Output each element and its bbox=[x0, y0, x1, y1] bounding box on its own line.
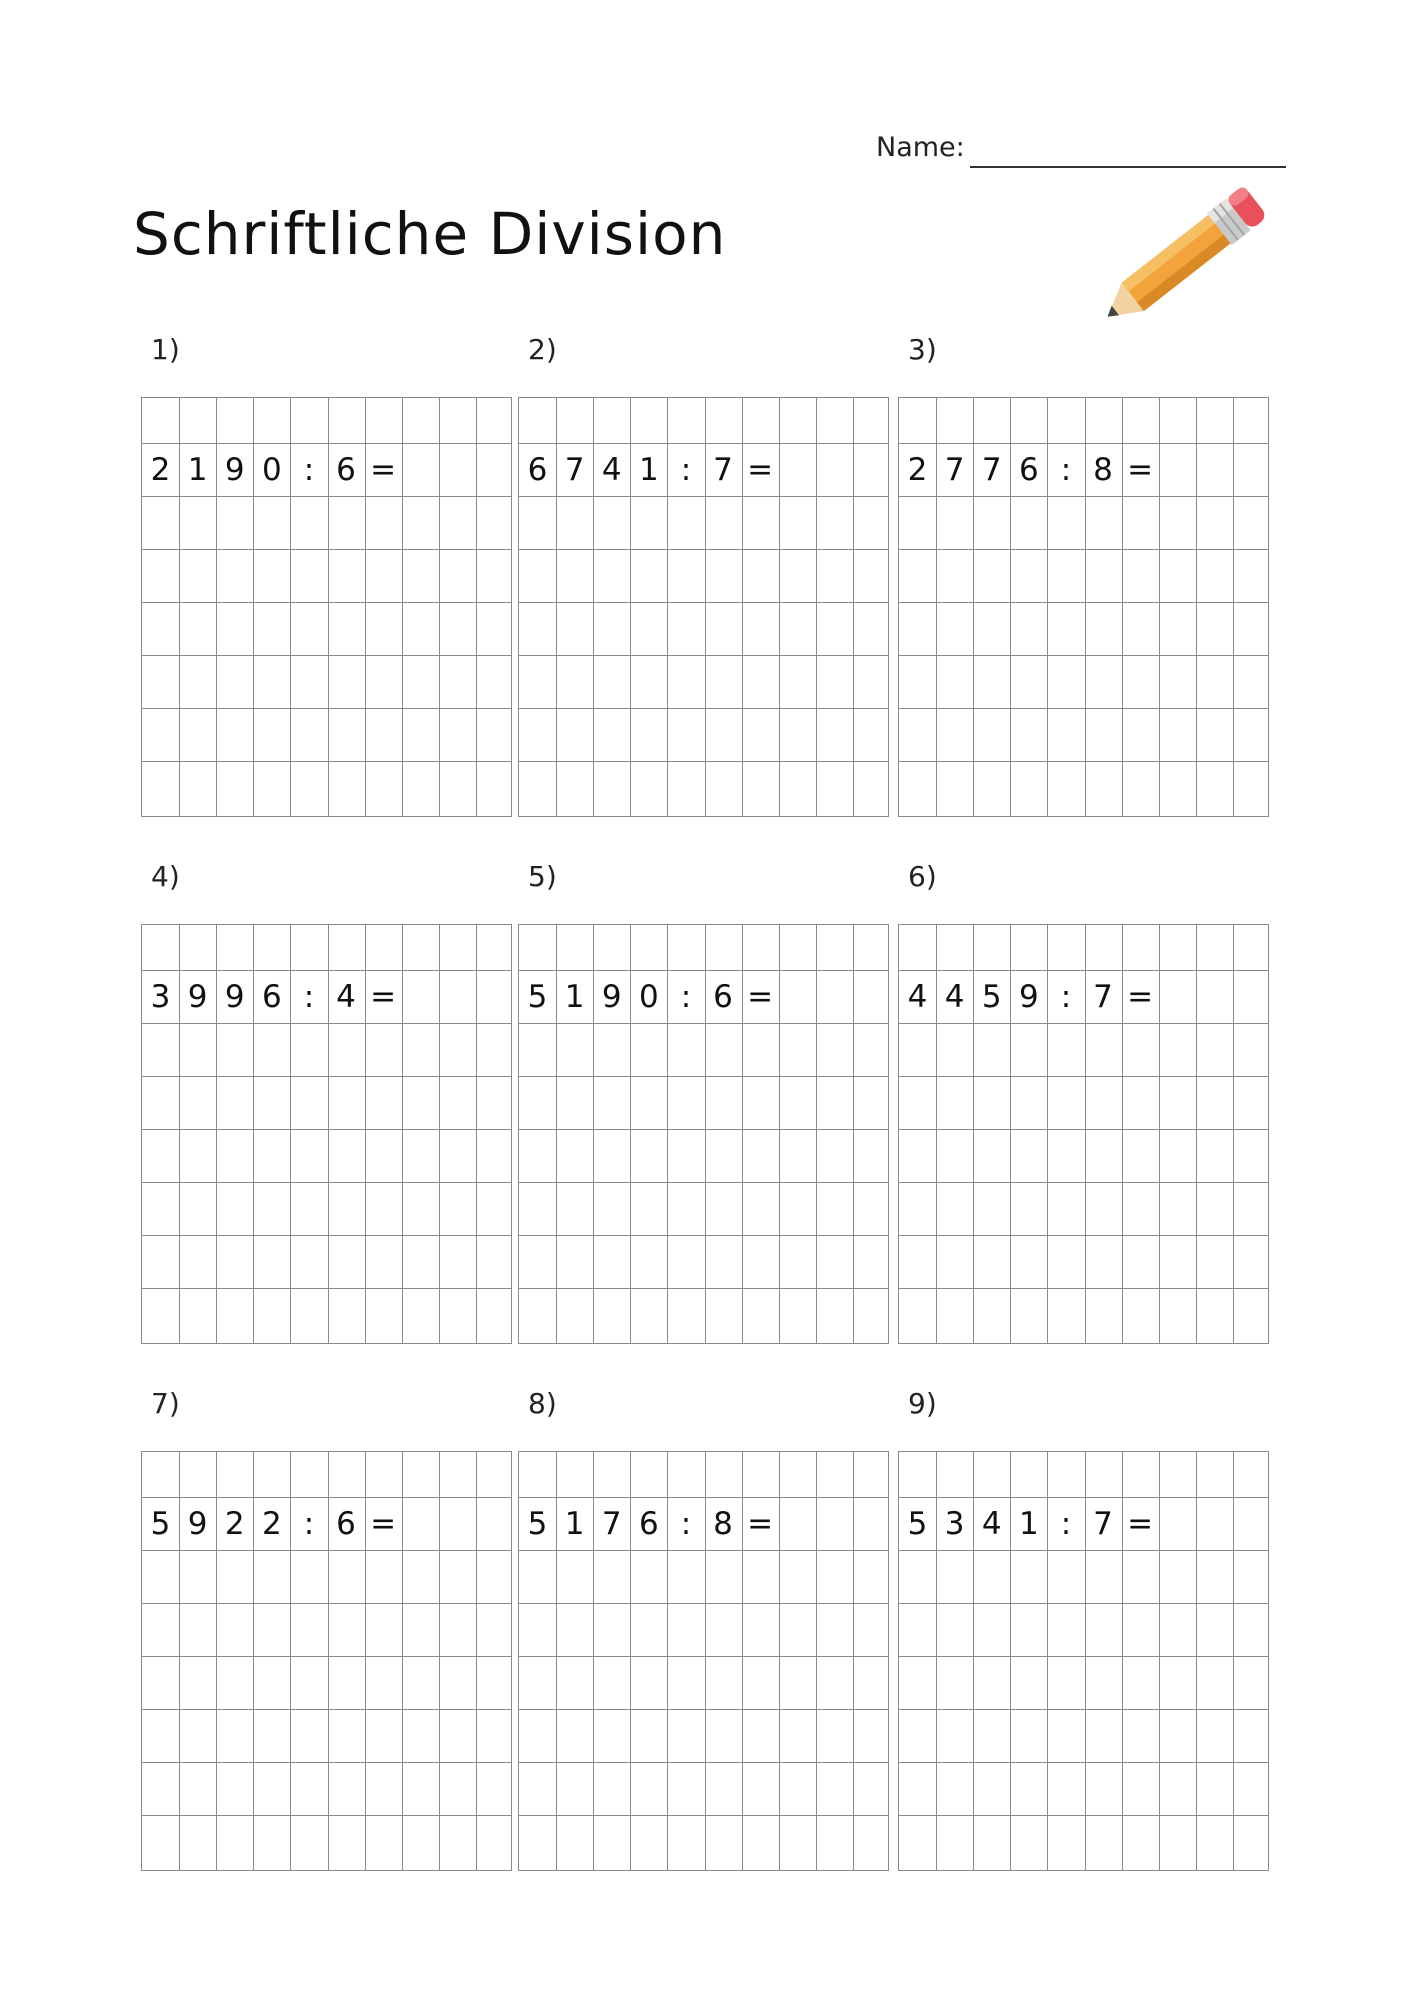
equation-symbol: 6 bbox=[1018, 451, 1039, 488]
task-number: 4) bbox=[151, 860, 180, 893]
equation-symbol: : bbox=[1060, 1505, 1072, 1542]
equation-symbol: : bbox=[1060, 978, 1072, 1015]
grid-row-line bbox=[519, 1762, 888, 1763]
grid-row-line bbox=[142, 1182, 511, 1183]
task-number: 8) bbox=[528, 1387, 557, 1420]
equation-symbol: 4 bbox=[601, 451, 622, 488]
equation-symbol: 8 bbox=[713, 1505, 733, 1542]
grid-column-line bbox=[1159, 925, 1160, 1343]
pencil-icon bbox=[1080, 180, 1280, 340]
grid-column-line bbox=[476, 398, 477, 816]
equation-symbol: 7 bbox=[564, 451, 585, 488]
answer-grid[interactable] bbox=[518, 1451, 889, 1871]
equation-symbol: 3 bbox=[944, 1505, 965, 1542]
equation-symbol: : bbox=[680, 978, 692, 1015]
grid-row-line bbox=[142, 602, 511, 603]
grid-row-line bbox=[142, 1235, 511, 1236]
answer-grid[interactable] bbox=[141, 924, 512, 1344]
grid-column-line bbox=[816, 925, 817, 1343]
equation-symbol: 9 bbox=[187, 978, 208, 1015]
equation-symbol: 6 bbox=[527, 451, 548, 488]
grid-row-line bbox=[899, 1815, 1268, 1816]
equation-symbol: 7 bbox=[944, 451, 965, 488]
grid-column-line bbox=[1233, 1452, 1234, 1870]
grid-row-line bbox=[142, 1076, 511, 1077]
grid-row-line bbox=[142, 1815, 511, 1816]
grid-column-line bbox=[1196, 925, 1197, 1343]
grid-row-line bbox=[142, 1288, 511, 1289]
task-number: 2) bbox=[528, 333, 557, 366]
grid-column-line bbox=[1159, 398, 1160, 816]
grid-row-line bbox=[899, 761, 1268, 762]
equation-symbol: 5 bbox=[981, 978, 1002, 1015]
equation-symbol: 0 bbox=[261, 451, 282, 488]
equation-symbol: 6 bbox=[638, 1505, 659, 1542]
grid-row-line bbox=[899, 1288, 1268, 1289]
equation-symbol: 9 bbox=[601, 978, 622, 1015]
grid-column-line bbox=[1233, 925, 1234, 1343]
equation-symbol: 7 bbox=[1093, 978, 1113, 1015]
task-number: 1) bbox=[151, 333, 180, 366]
page-title: Schriftliche Division bbox=[133, 200, 727, 268]
grid-row-line bbox=[142, 708, 511, 709]
equation-symbol: 2 bbox=[261, 1505, 282, 1542]
grid-column-line bbox=[816, 1452, 817, 1870]
equation-symbol: 3 bbox=[150, 978, 171, 1015]
equation-symbol: = bbox=[1127, 978, 1154, 1015]
equation-symbol: 8 bbox=[1093, 451, 1113, 488]
grid-column-line bbox=[779, 1452, 780, 1870]
equation-symbol: = bbox=[370, 1505, 397, 1542]
grid-row-line bbox=[519, 761, 888, 762]
grid-column-line bbox=[1233, 398, 1234, 816]
grid-row-line bbox=[519, 655, 888, 656]
equation-symbol: = bbox=[1127, 451, 1154, 488]
grid-column-line bbox=[1196, 398, 1197, 816]
grid-column-line bbox=[1196, 1452, 1197, 1870]
equation-symbol: : bbox=[303, 1505, 315, 1542]
grid-row-line bbox=[519, 1235, 888, 1236]
grid-column-line bbox=[476, 925, 477, 1343]
equation-symbol: 5 bbox=[907, 1505, 928, 1542]
grid-row-line bbox=[899, 496, 1268, 497]
equation-symbol: 5 bbox=[527, 1505, 548, 1542]
answer-grid[interactable] bbox=[898, 924, 1269, 1344]
grid-row-line bbox=[519, 708, 888, 709]
equation-symbol: 1 bbox=[564, 978, 585, 1015]
grid-row-line bbox=[519, 1603, 888, 1604]
equation-symbol: 1 bbox=[564, 1505, 585, 1542]
grid-row-line bbox=[519, 1023, 888, 1024]
equation-symbol: 7 bbox=[981, 451, 1002, 488]
equation-symbol: = bbox=[747, 1505, 774, 1542]
equation-symbol: 1 bbox=[638, 451, 659, 488]
grid-row-line bbox=[142, 1603, 511, 1604]
task-number: 7) bbox=[151, 1387, 180, 1420]
equation-symbol: 9 bbox=[1018, 978, 1039, 1015]
grid-row-line bbox=[142, 1023, 511, 1024]
equation-symbol: = bbox=[747, 451, 774, 488]
task-number: 9) bbox=[908, 1387, 937, 1420]
grid-row-line bbox=[899, 1550, 1268, 1551]
grid-column-line bbox=[402, 1452, 403, 1870]
task-number: 6) bbox=[908, 860, 937, 893]
equation-symbol: 7 bbox=[601, 1505, 622, 1542]
grid-row-line bbox=[899, 602, 1268, 603]
equation-symbol: 2 bbox=[224, 1505, 245, 1542]
grid-column-line bbox=[439, 398, 440, 816]
answer-grid[interactable] bbox=[141, 1451, 512, 1871]
task-number: 3) bbox=[908, 333, 937, 366]
grid-row-line bbox=[899, 1129, 1268, 1130]
grid-row-line bbox=[142, 1129, 511, 1130]
equation-symbol: : bbox=[1060, 451, 1072, 488]
grid-row-line bbox=[519, 1550, 888, 1551]
grid-column-line bbox=[816, 398, 817, 816]
equation-symbol: 1 bbox=[1018, 1505, 1039, 1542]
grid-column-line bbox=[853, 925, 854, 1343]
equation-symbol: 9 bbox=[224, 978, 245, 1015]
equation-symbol: 4 bbox=[944, 978, 965, 1015]
grid-row-line bbox=[519, 1815, 888, 1816]
grid-row-line bbox=[899, 549, 1268, 550]
equation-symbol: = bbox=[370, 978, 397, 1015]
equation-symbol: 6 bbox=[336, 451, 356, 488]
grid-row-line bbox=[519, 1288, 888, 1289]
equation-symbol: 4 bbox=[336, 978, 356, 1015]
grid-row-line bbox=[519, 1656, 888, 1657]
grid-column-line bbox=[853, 1452, 854, 1870]
name-label: Name: bbox=[876, 132, 965, 163]
grid-row-line bbox=[899, 1603, 1268, 1604]
equation-symbol: 4 bbox=[981, 1505, 1002, 1542]
grid-row-line bbox=[142, 761, 511, 762]
grid-row-line bbox=[899, 1182, 1268, 1183]
grid-row-line bbox=[899, 708, 1268, 709]
grid-row-line bbox=[142, 1762, 511, 1763]
grid-row-line bbox=[519, 549, 888, 550]
grid-row-line bbox=[519, 496, 888, 497]
grid-row-line bbox=[142, 1656, 511, 1657]
grid-row-line bbox=[519, 602, 888, 603]
equation-symbol: 2 bbox=[150, 451, 171, 488]
task-number: 5) bbox=[528, 860, 557, 893]
equation-symbol: : bbox=[303, 451, 315, 488]
grid-column-line bbox=[402, 925, 403, 1343]
equation-symbol: 7 bbox=[713, 451, 733, 488]
equation-symbol: 7 bbox=[1093, 1505, 1113, 1542]
grid-row-line bbox=[519, 1129, 888, 1130]
grid-row-line bbox=[899, 1235, 1268, 1236]
equation-symbol: 5 bbox=[150, 1505, 171, 1542]
equation-symbol: 6 bbox=[261, 978, 282, 1015]
equation-symbol: 0 bbox=[638, 978, 659, 1015]
equation-symbol: 4 bbox=[907, 978, 928, 1015]
grid-column-line bbox=[853, 398, 854, 816]
grid-row-line bbox=[899, 1656, 1268, 1657]
grid-row-line bbox=[142, 1709, 511, 1710]
equation-symbol: 9 bbox=[187, 1505, 208, 1542]
grid-column-line bbox=[402, 398, 403, 816]
equation-symbol: = bbox=[1127, 1505, 1154, 1542]
equation-symbol: : bbox=[680, 451, 692, 488]
answer-grid[interactable] bbox=[518, 397, 889, 817]
equation-symbol: : bbox=[680, 1505, 692, 1542]
equation-symbol: = bbox=[747, 978, 774, 1015]
grid-row-line bbox=[899, 1709, 1268, 1710]
equation-symbol: 1 bbox=[187, 451, 208, 488]
grid-row-line bbox=[899, 1076, 1268, 1077]
answer-grid[interactable] bbox=[141, 397, 512, 817]
answer-grid[interactable] bbox=[518, 924, 889, 1344]
grid-row-line bbox=[142, 655, 511, 656]
grid-column-line bbox=[476, 1452, 477, 1870]
grid-column-line bbox=[439, 925, 440, 1343]
grid-row-line bbox=[519, 1076, 888, 1077]
grid-row-line bbox=[519, 1709, 888, 1710]
answer-grid[interactable] bbox=[898, 397, 1269, 817]
equation-symbol: 5 bbox=[527, 978, 548, 1015]
name-field[interactable] bbox=[970, 166, 1286, 168]
equation-symbol: 6 bbox=[713, 978, 733, 1015]
grid-row-line bbox=[142, 1550, 511, 1551]
equation-symbol: 9 bbox=[224, 451, 245, 488]
grid-column-line bbox=[1159, 1452, 1160, 1870]
grid-row-line bbox=[899, 655, 1268, 656]
answer-grid[interactable] bbox=[898, 1451, 1269, 1871]
grid-row-line bbox=[899, 1023, 1268, 1024]
equation-symbol: : bbox=[303, 978, 315, 1015]
grid-row-line bbox=[899, 1762, 1268, 1763]
equation-symbol: = bbox=[370, 451, 397, 488]
equation-symbol: 2 bbox=[907, 451, 928, 488]
grid-row-line bbox=[519, 1182, 888, 1183]
grid-column-line bbox=[439, 1452, 440, 1870]
grid-row-line bbox=[142, 549, 511, 550]
equation-symbol: 6 bbox=[336, 1505, 356, 1542]
grid-row-line bbox=[142, 496, 511, 497]
grid-column-line bbox=[779, 925, 780, 1343]
grid-column-line bbox=[779, 398, 780, 816]
